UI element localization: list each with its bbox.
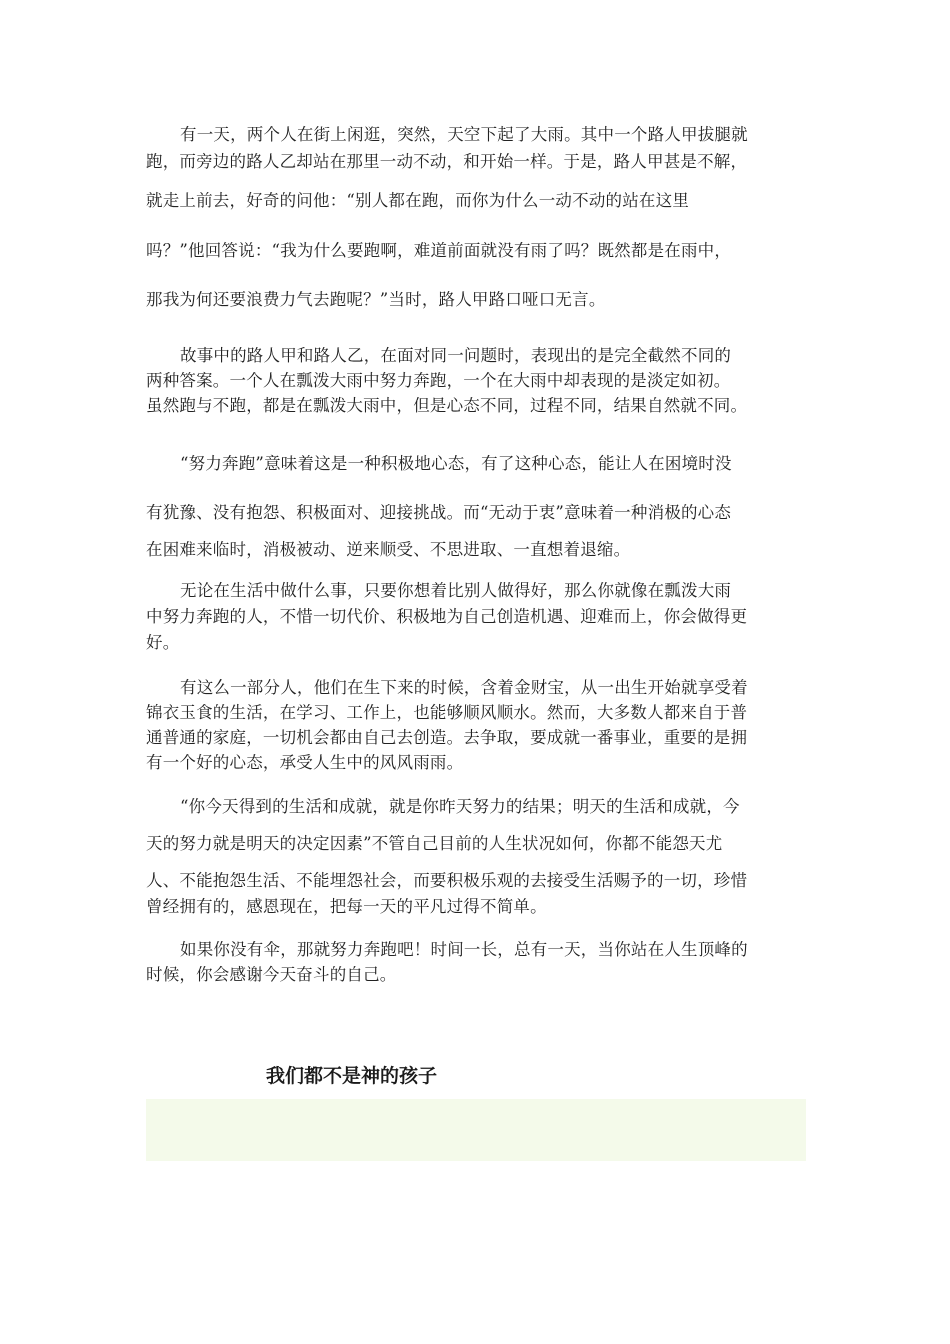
paragraph-line: 有一天，两个人在街上闲逛，突然，天空下起了大雨。其中一个路人甲拔腿就 (180, 125, 748, 144)
paragraph-line: 时候，你会感谢今天奋斗的自己。 (146, 965, 397, 984)
paragraph-line: 好。 (146, 633, 180, 652)
paragraph-line: 人、不能抱怨生活、不能埋怨社会，而要积极乐观的去接受生活赐予的一切，珍惜 (146, 871, 748, 890)
paragraph-line: 吗？”他回答说：“我为什么要跑啊，难道前面就没有雨了吗？既然都是在雨中， (146, 241, 732, 260)
paragraph-line: 就走上前去，好奇的问他：“别人都在跑，而你为什么一动不动的站在这里 (146, 191, 690, 210)
paragraph-line: 有一个好的心态，承受人生中的风风雨雨。 (146, 753, 464, 772)
paragraph-line: 通普通的家庭，一切机会都由自己去创造。去争取，要成就一番事业，重要的是拥 (146, 728, 748, 747)
next-article-title: 我们都不是神的孩子 (266, 1065, 438, 1087)
paragraph-line: 无论在生活中做什么事，只要你想着比别人做得好，那么你就像在瓢泼大雨 (180, 581, 732, 600)
paragraph-line: 有犹豫、没有抱怨、积极面对、迎接挑战。而“无动于衷”意味着一种消极的心态 (146, 503, 732, 522)
paragraph-line: 锦衣玉食的生活，在学习、工作上，也能够顺风顺水。然而，大多数人都来自于普 (146, 703, 748, 722)
paragraph-line: 有这么一部分人，他们在生下来的时候，含着金财宝，从一出生开始就享受着 (180, 678, 748, 697)
paragraph-line: 两种答案。一个人在瓢泼大雨中努力奔跑，一个在大雨中却表现的是淡定如初。 (146, 371, 731, 390)
paragraph-line: 虽然跑与不跑，都是在瓢泼大雨中，但是心态不同，过程不同，结果自然就不同。 (146, 396, 748, 415)
paragraph-line: 天的努力就是明天的决定因素”不管自己目前的人生状况如何，你都不能怨天尤 (146, 834, 723, 853)
paragraph-line: 中努力奔跑的人，不惜一切代价、积极地为自己创造机遇、迎难而上，你会做得更 (146, 607, 748, 626)
paragraph-line: 在困难来临时，消极被动、逆来顺受、不思进取、一直想着退缩。 (146, 540, 631, 559)
paragraph-line: 如果你没有伞，那就努力奔跑吧！时间一长，总有一天，当你站在人生顶峰的 (180, 940, 748, 959)
paragraph-line: 那我为何还要浪费力气去跑呢？”当时，路人甲路口哑口无言。 (146, 290, 606, 309)
paragraph-line: “努力奔跑”意味着这是一种积极地心态，有了这种心态，能让人在困境时没 (180, 454, 732, 473)
paragraph-line: 曾经拥有的，感恩现在，把每一天的平凡过得不简单。 (146, 897, 547, 916)
highlight-box (146, 1099, 806, 1161)
paragraph-line: “你今天得到的生活和成就，就是你昨天努力的结果；明天的生活和成就，今 (180, 797, 740, 816)
paragraph-line: 故事中的路人甲和路人乙，在面对同一问题时，表现出的是完全截然不同的 (180, 346, 732, 365)
paragraph-line: 跑，而旁边的路人乙却站在那里一动不动，和开始一样。于是，路人甲甚是不解， (146, 152, 748, 171)
